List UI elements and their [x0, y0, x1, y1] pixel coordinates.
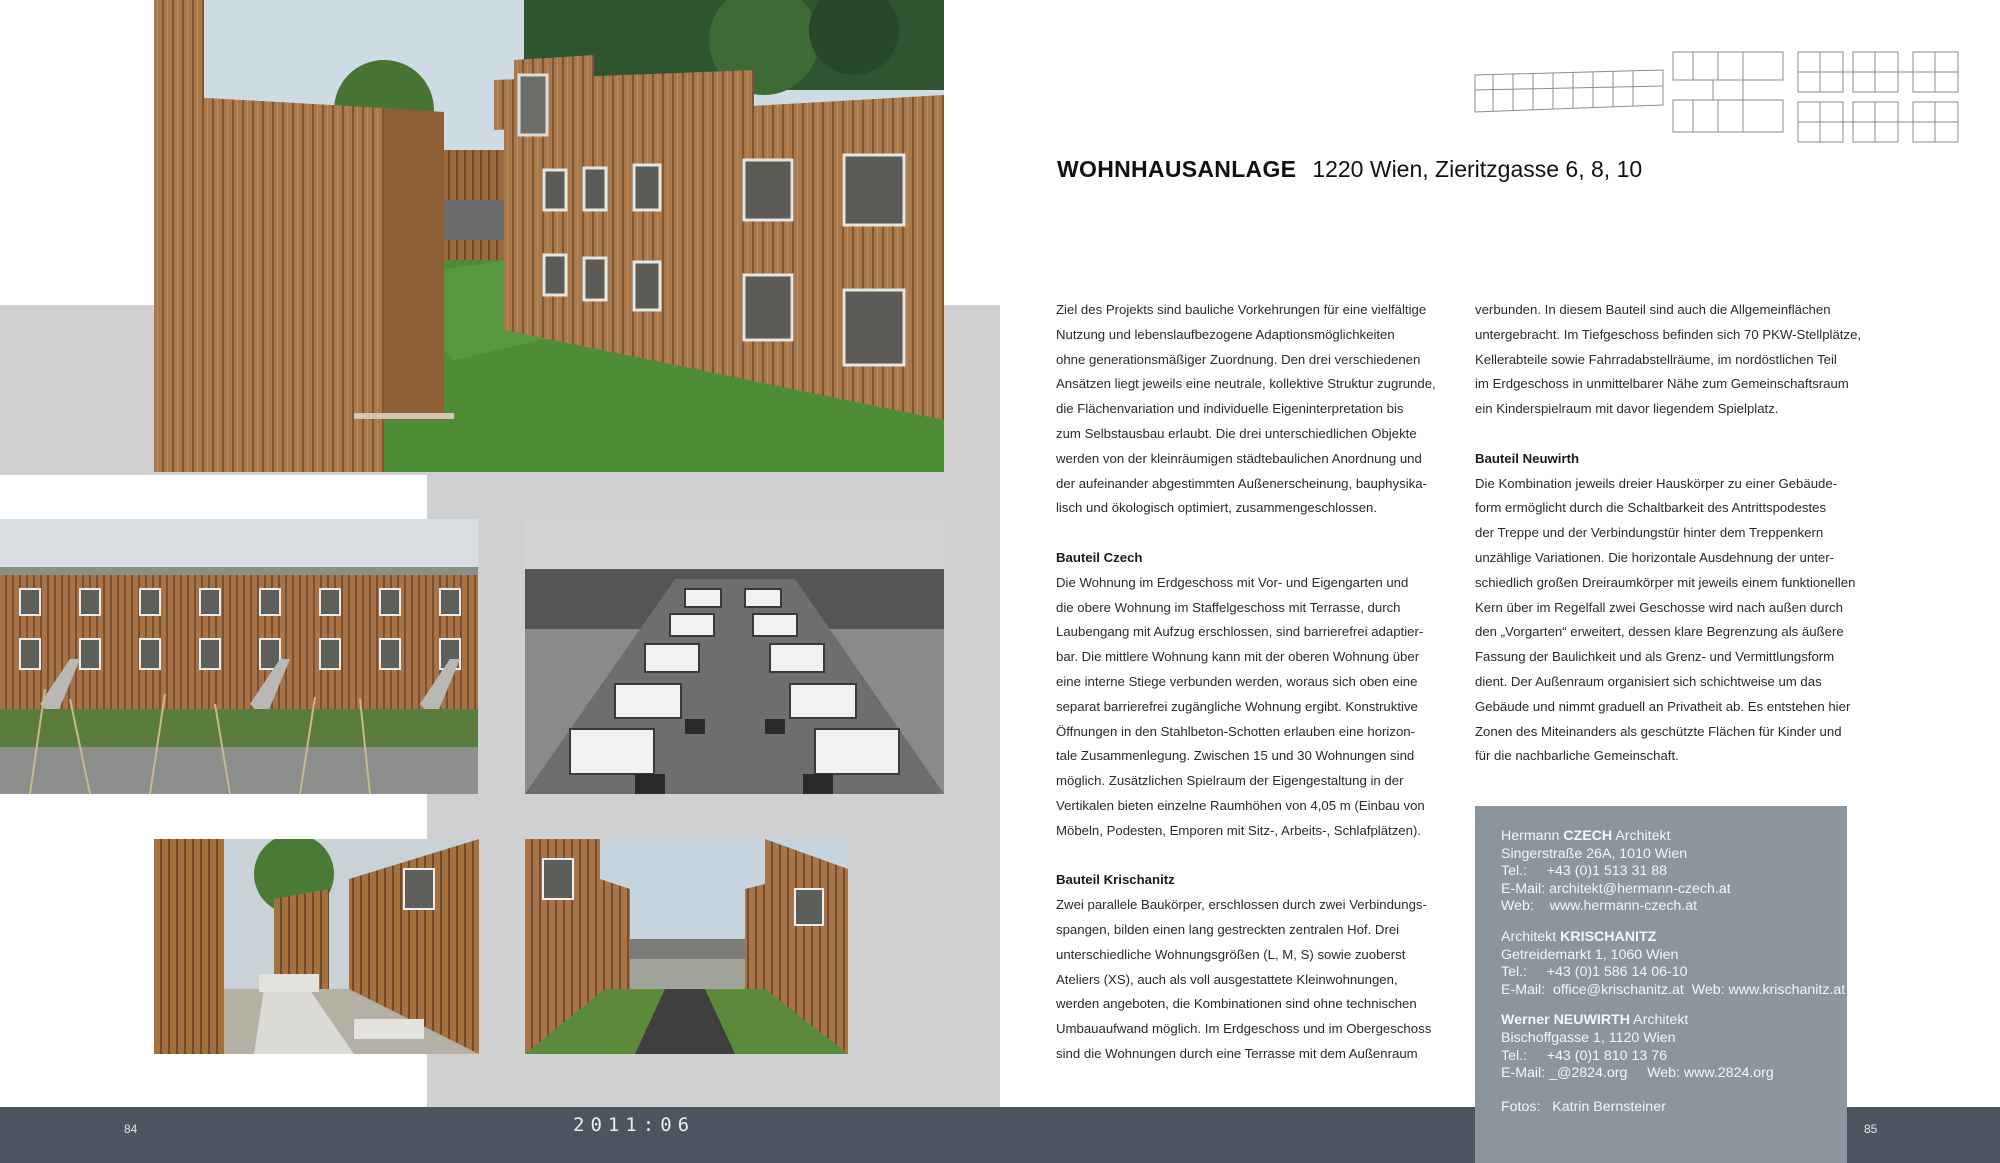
contact-email-web[interactable]: E-Mail: office@krischanitz.at Web: www.krischanitz.at	[1501, 981, 1846, 998]
krischanitz-line: unterschiedliche Wohnungsgrößen (L, M, S) sowie zuoberst	[1056, 946, 1406, 962]
contact-tel: Tel.: +43 (0)1 513 31 88	[1501, 863, 1668, 880]
contact-street: Bischoffgasse 1, 1120 Wien	[1501, 1029, 1676, 1046]
czech-line: Vertikalen bieten einzelne Raumhöhen von 4,05 m (Einbau von	[1056, 797, 1425, 813]
heading-bauteil-czech: Bauteil Czech	[1056, 549, 1143, 565]
cont-line: untergebracht. Im Tiefgeschoss befinden sich 70 PKW-Stellplätze,	[1475, 326, 1862, 342]
heading-bauteil-neuwirth: Bauteil Neuwirth	[1475, 450, 1580, 466]
photo-aerial-bw	[525, 519, 944, 794]
czech-line: die obere Wohnung im Staffelgeschoss mit Terrasse, durch	[1056, 599, 1401, 615]
neuwirth-line: für die nachbarliche Gemeinschaft.	[1475, 748, 1679, 764]
cont-line: Kellerabteile sowie Fahrradabstellräume, im nordöstlichen Teil	[1475, 351, 1837, 367]
czech-line: Öffnungen in den Stahlbeton-Schotten erlauben eine horizon-	[1056, 723, 1416, 739]
contact-street: Singerstraße 26A, 1010 Wien	[1501, 845, 1688, 862]
title-address: 1220 Wien, Zieritzgasse 6, 8, 10	[1312, 156, 1643, 182]
krischanitz-line: Umbauaufwand möglich. Im Erdgeschoss und im Obergeschoss	[1056, 1021, 1432, 1037]
article-title	[1057, 156, 1642, 183]
neuwirth-line: Die Kombination jeweils dreier Hauskörper zu einer Gebäude-	[1475, 475, 1838, 491]
krischanitz-line: sind die Wohnungen durch eine Terrasse mit dem Außenraum	[1056, 1045, 1418, 1061]
neuwirth-line: Gebäude und nimmt graduell an Privatheit ab. Es entstehen hier	[1475, 698, 1851, 714]
floor-plan-drawings	[1473, 50, 1975, 146]
contact-name-suffix: Architekt	[1630, 1012, 1689, 1029]
cont-line: ein Kinderspielraum mit davor liegendem Spielplatz.	[1475, 401, 1779, 417]
intro-line: ohne generationsmäßiger Zuordnung. Den drei verschiedenen	[1056, 351, 1421, 367]
krischanitz-line: spangen, bilden einen lang gestreckten zentralen Hof. Drei	[1056, 921, 1400, 937]
contact-name: Werner NEUWIRTH	[1501, 1012, 1631, 1029]
text-column-left	[1056, 298, 1438, 1067]
contact-name-prefix: Architekt	[1501, 928, 1561, 945]
photo-credit: Fotos: Katrin Bernsteiner	[1501, 1098, 1666, 1115]
intro-line: der aufeinander abgestimmten Außenerscheinung, bauphysika-	[1056, 475, 1427, 491]
contact-krischanitz	[1501, 929, 1847, 999]
title-main: WOHNHAUSANLAGE	[1057, 156, 1297, 182]
czech-line: bar. Die mittlere Wohnung kann mit der oberen Wohnung über	[1056, 649, 1420, 665]
contact-name: KRISCHANITZ	[1560, 928, 1657, 945]
czech-line: Möbeln, Podesten, Emporen mit Sitz-, Arbeits-, Schlafplätzen).	[1056, 822, 1422, 838]
intro-line: Ziel des Projekts sind bauliche Vorkehrungen für eine vielfältige	[1056, 302, 1427, 317]
issue-label: 2011:06	[573, 1114, 696, 1136]
contact-tel: Tel.: +43 (0)1 586 14 06-10	[1501, 964, 1688, 981]
contact-name: CZECH	[1563, 828, 1613, 844]
intro-line: werden von der kleinräumigen städtebaulichen Anordnung und	[1056, 450, 1422, 466]
czech-line: möglich. Zusätzlichen Spielraum der Eigengestaltung in der	[1056, 773, 1404, 789]
page-number-left: 84	[124, 1122, 138, 1136]
czech-line: Die Wohnung im Erdgeschoss mit Vor- und Eigengarten und	[1056, 574, 1409, 590]
contact-neuwirth	[1501, 1012, 1847, 1082]
contact-name-prefix: Hermann	[1501, 828, 1564, 844]
intro-line: lisch und ökologisch optimiert, zusammengeschlossen.	[1056, 500, 1378, 516]
text-column-right	[1475, 298, 1875, 769]
intro-line: Ansätzen liegt jeweils eine neutrale, kollektive Struktur zugrunde,	[1056, 376, 1436, 392]
neuwirth-line: der Treppe und der Verbindungstür hinter dem Treppenkern	[1475, 525, 1824, 541]
neuwirth-line: den „Vorgarten“ erweitert, dessen klare Begrenzung als äußere	[1475, 624, 1844, 640]
photo-central-courtyard	[525, 839, 848, 1054]
contact-street: Getreidemarkt 1, 1060 Wien	[1501, 946, 1679, 963]
contact-czech	[1501, 828, 1847, 916]
krischanitz-line: Ateliers (XS), auch als voll ausgestattete Kleinwohnungen,	[1056, 971, 1398, 987]
contact-web[interactable]: Web: www.hermann-czech.at	[1501, 898, 1698, 915]
czech-line: tale Zusammenlegung. Zwischen 15 und 30 Wohnungen sind	[1056, 748, 1415, 764]
czech-line: eine interne Stiege verbunden werden, woraus sich oben eine	[1056, 673, 1418, 689]
intro-line: Nutzung und lebenslaufbezogene Adaptionsmöglichkeiten	[1056, 326, 1395, 342]
page-number-right: 85	[1864, 1122, 1878, 1136]
cont-line: verbunden. In diesem Bauteil sind auch die Allgemeinflächen	[1475, 302, 1831, 317]
contact-name-suffix: Architekt	[1612, 828, 1671, 844]
neuwirth-line: dient. Der Außenraum organisiert sich schichtweise um das	[1475, 673, 1822, 689]
contact-email[interactable]: E-Mail: architekt@hermann-czech.at	[1501, 880, 1731, 897]
neuwirth-line: schiedlich großen Dreiraumkörper mit jeweils einem funktionellen	[1475, 574, 1856, 590]
neuwirth-line: form ermöglicht durch die Schaltbarkeit des Antrittspodestes	[1475, 500, 1827, 516]
krischanitz-line: werden angeboten, die Kombinationen sind ohne technischen	[1056, 996, 1417, 1012]
photo-main-facade	[154, 0, 944, 472]
intro-line: zum Selbstausbau erlaubt. Die drei unterschiedlichen Objekte	[1056, 425, 1417, 441]
neuwirth-line: Kern über im Regelfall zwei Geschosse wird nach außen durch	[1475, 599, 1843, 615]
contact-tel: Tel.: +43 (0)1 810 13 76	[1501, 1047, 1668, 1064]
cont-line: im Erdgeschoss in unmittelbarer Nähe zum Gemeinschaftsraum	[1475, 376, 1849, 392]
photo-courtyard-path	[154, 839, 479, 1054]
czech-line: separat barrierefrei zugängliche Wohnung ergibt. Konstruktive	[1056, 698, 1418, 714]
intro-line: die Flächenvariation und individuelle Eigeninterpretation bis	[1056, 401, 1404, 417]
neuwirth-line: Zonen des Miteinanders als geschützte Flächen für Kinder und	[1475, 723, 1842, 739]
contact-email-web[interactable]: E-Mail: _@2824.org Web: www.2824.org	[1501, 1065, 1774, 1082]
neuwirth-line: Fassung der Baulichkeit und als Grenz- und Vermittlungsform	[1475, 649, 1835, 665]
heading-bauteil-krischanitz: Bauteil Krischanitz	[1056, 872, 1175, 888]
neuwirth-line: unzählige Variationen. Die horizontale Ausdehnung der unter-	[1475, 549, 1834, 565]
krischanitz-line: Zwei parallele Baukörper, erschlossen durch zwei Verbindungs-	[1056, 897, 1427, 913]
architect-contact-box	[1475, 806, 1847, 1163]
czech-line: Laubengang mit Aufzug erschlossen, sind barrierefrei adaptier-	[1056, 624, 1424, 640]
photo-row-houses	[0, 519, 478, 794]
